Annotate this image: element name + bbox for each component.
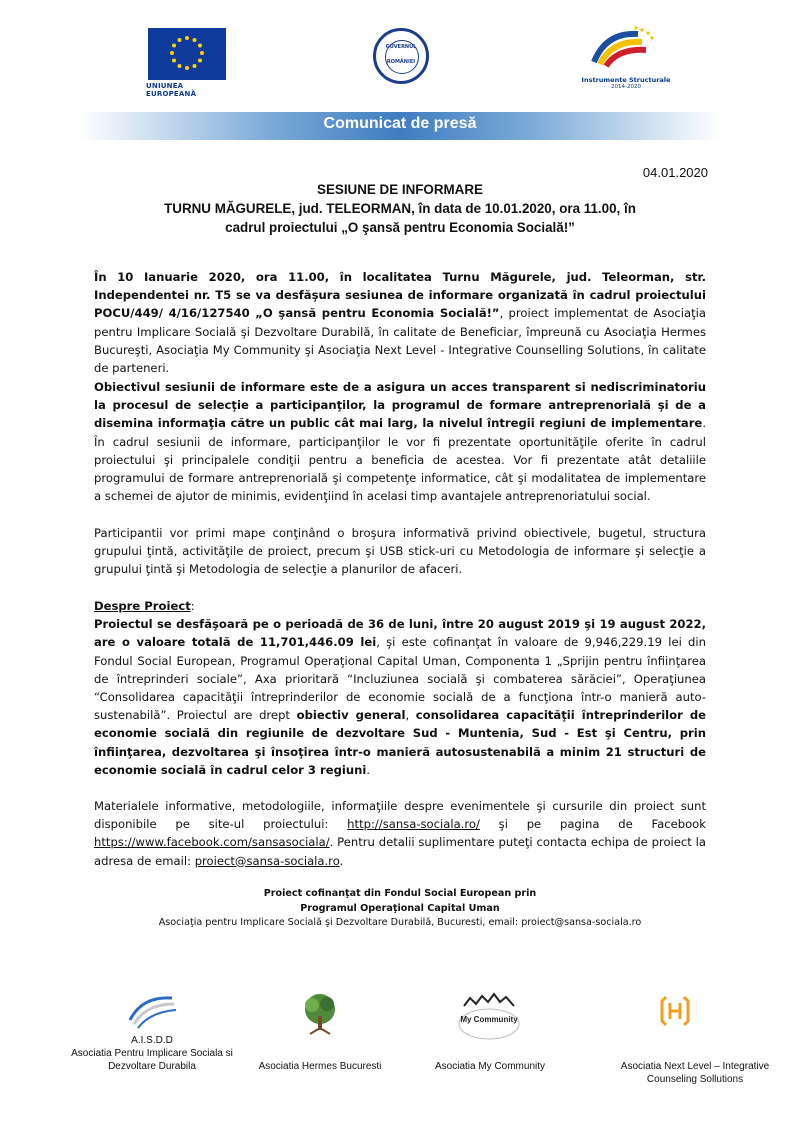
footer-line-1: Proiect cofinanţat din Fondul Social European prin bbox=[263, 888, 537, 899]
my-community-logo-text: My Community bbox=[460, 1015, 518, 1024]
seal-text-top: GUVERNUL bbox=[385, 44, 417, 50]
eu-label: UNIUNEA EUROPEANĂ bbox=[146, 82, 197, 98]
press-release-title: Comunicat de presă bbox=[323, 115, 477, 132]
about-project-bold-3: consolidarea capacităţii întreprinderilor de economie socială din regiunile de dezvoltare Sud - Muntenia, Sud - Est şi Centru, prin înfiinţarea, dezvoltarea şi însoţirea într-o manieră autosustenabilă a minim 21 structuri de economie socială în cadrul celor 3 regiuni bbox=[94, 708, 706, 777]
structural-instruments-years: 2014-2020 bbox=[611, 84, 641, 90]
about-project-text-2: , bbox=[405, 708, 416, 723]
government-seal-logo bbox=[373, 28, 429, 84]
seal-text-bottom: ROMÂNIEI bbox=[386, 59, 416, 65]
about-project-bold-2: obiectiv general bbox=[296, 708, 406, 723]
email-link[interactable]: proiect@sansa-sociala.ro bbox=[194, 853, 340, 868]
paragraph-intro bbox=[94, 268, 706, 377]
eu-flag-logo bbox=[148, 28, 226, 80]
aisdd-logo-icon bbox=[124, 990, 180, 1030]
about-project-text-3: . bbox=[366, 762, 371, 777]
participants-text: Participantii vor primi mape conţinând o broşura informativă privind obiectivele, bugetul, structura grupului ţintă, activităţile de proiect, precum şi USB stick-uri cu Metodologia de informare şi selecţie a grupului ţintă şi Metodologia de selecţie a planurilor de afaceri. bbox=[94, 526, 706, 577]
my-community-logo-icon bbox=[456, 990, 522, 1042]
partner-aisdd-name: A.I.S.D.D bbox=[131, 1035, 173, 1046]
partner-aisdd-line2: Asociatia Pentru Implicare Sociala si bbox=[71, 1048, 233, 1059]
structural-instruments-icon bbox=[586, 24, 658, 74]
about-project-text-1: , şi este cofinanţat în valoare de 9,946,229.19 lei din Fondul Social European, Programul Operaţional Capital Uman, Componenta 1 „Sprijin pentru înfiinţarea de întreprinderi sociale”, Axa prioritară “Incluziunea socială şi combaterea sărăciei”, Operaţiunea “Consolidarea capacităţii întreprinderilor de economie socială de a funcţiona într-o manieră auto-sustenabilă”. Proiectul are drept bbox=[94, 635, 706, 723]
materials-text-2: şi pe pagina de Facebook bbox=[479, 817, 706, 832]
next-level-logo-icon bbox=[660, 995, 690, 1027]
title-line-1: SESIUNE DE INFORMARE bbox=[317, 182, 483, 197]
materials-text-1: Materialele informative, metodologiile, informaţiile despre evenimentele şi cursurile din proiect sunt disponibile pe site-ul proiectului: bbox=[94, 799, 706, 832]
materials-text-4: . bbox=[339, 853, 344, 868]
intro-bold: În 10 Ianuarie 2020, ora 11.00, în localitatea Turnu Măgurele, jud. Teleorman, str. Independentei nr. T5 se va desfăşura sesiunea de informare organizată în cadrul proiectului POCU/449/ 4/16/127540 „O şansă pentru Economia Socială!” bbox=[94, 270, 706, 321]
structural-instruments-label: Instrumente Structurale bbox=[581, 76, 671, 84]
intro-text: , proiect implementat de Asociaţia pentru Implicare Socială şi Dezvoltare Durabilă, în calitate de Beneficiar, împreună cu Asociaţia Hermes Bucureşti, Asociaţia My Community şi Asociaţia Next Level - Integrative Counselling Solutions, în calitate de parteneri. bbox=[94, 306, 706, 376]
footer bbox=[80, 887, 720, 931]
partner-next-level-line2: Counseling Sollutions bbox=[646, 1074, 744, 1085]
paragraph-objective bbox=[94, 378, 706, 505]
about-project-heading: Despre Proiect bbox=[94, 599, 191, 613]
title-line-2: TURNU MĂGURELE, jud. TELEORMAN, în data de 10.01.2020, ora 11.00, în bbox=[164, 201, 636, 216]
partner-next-level-name: Asociatia Next Level – Integrative bbox=[620, 1061, 770, 1072]
eu-stars-icon bbox=[148, 28, 226, 80]
partner-aisdd-line3: Dezvoltare Durabila bbox=[108, 1061, 196, 1072]
document-date: 04.01.2020 bbox=[642, 165, 708, 180]
title-line-3: cadrul proiectului „O şansă pentru Economia Socială!” bbox=[225, 220, 575, 235]
about-project-bold-1: Proiectul se desfăşoară pe o perioadă de 36 de luni, între 20 august 2019 şi 19 august 2022, are o valoare totală de 11,701,446.09 lei bbox=[94, 617, 706, 650]
objective-text: . În cadrul sesiunii de informare, participanţilor le vor fi prezentate oportunităţile oferite în cadrul proiectului şi principalele condiţii pentru a beneficia de acestea. Vor fi prezentate atât detaliile programului de formare antreprenorială şi competenţe informatice, cât şi modalitatea de implementare a schemei de ajutor de minimis, evidenţiind în acelasi timp avantajele antreprenoriatului social. bbox=[94, 416, 706, 504]
hermes-tree-logo-icon bbox=[297, 992, 343, 1036]
materials-text-3: . Pentru detalii suplimentare puteţi contacta echipa de proiect la adresa de email: bbox=[94, 835, 706, 868]
structural-instruments-logo bbox=[586, 24, 658, 74]
objective-bold: Obiectivul sesiunii de informare este de a asigura un acces transparent si nediscriminatoriu la procesul de selecţie a participanţilor, la programul de formare antreprenorială şi de a disemina informaţia către un public cât mai larg, la nivelul întregii regiuni de implementare bbox=[94, 380, 706, 431]
partner-my-community-label: Asociatia My Community bbox=[434, 1061, 546, 1072]
paragraph-participants bbox=[94, 524, 706, 579]
document-title bbox=[90, 180, 710, 237]
facebook-link[interactable]: https://www.facebook.com/sansasociala/ bbox=[94, 835, 330, 850]
footer-line-3: Asociaţia pentru Implicare Socială şi Dezvoltare Durabilă, Bucuresti, email: proiect@sansa-sociala.ro bbox=[158, 917, 642, 928]
partner-hermes-label: Asociatia Hermes Bucuresti bbox=[258, 1061, 382, 1072]
partner-next-level-label bbox=[600, 1060, 790, 1086]
footer-line-2: Programul Operaţional Capital Uman bbox=[300, 902, 500, 914]
paragraph-materials bbox=[94, 797, 706, 870]
paragraph-about-project bbox=[94, 597, 706, 779]
website-link[interactable]: http://sansa-sociala.ro/ bbox=[347, 817, 480, 832]
about-project-colon: : bbox=[190, 599, 195, 613]
